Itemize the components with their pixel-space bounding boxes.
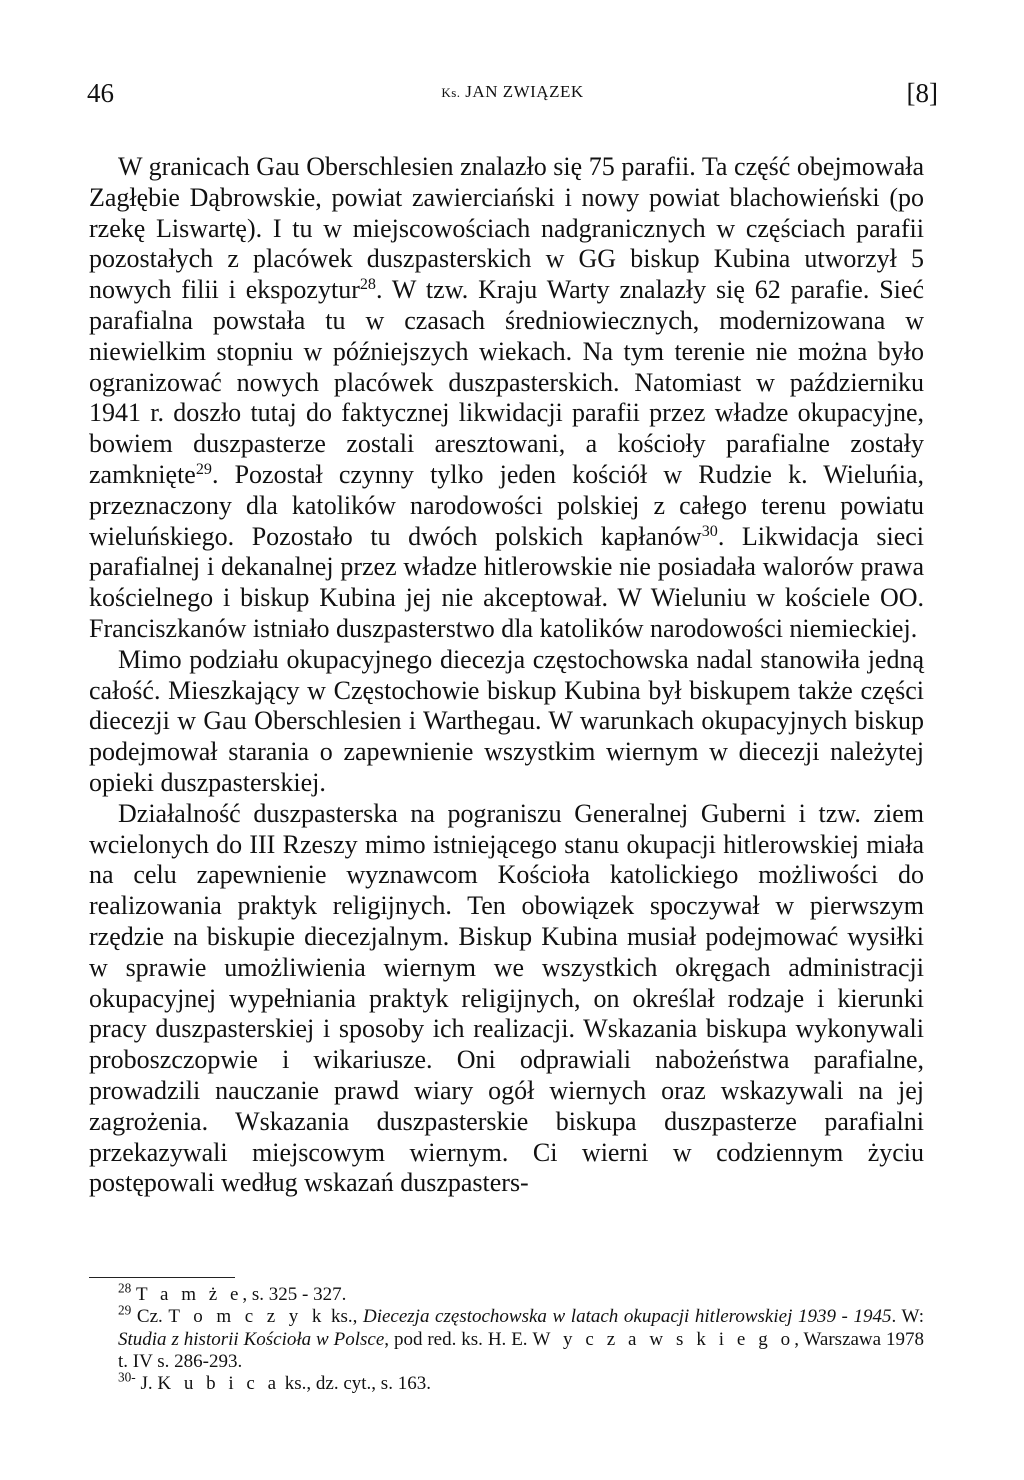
- footnote-series: Studia z historii Kościoła w Polsce: [118, 1328, 385, 1350]
- footnote-mid: . W:: [891, 1306, 924, 1328]
- section-number: [8]: [906, 78, 938, 108]
- paragraph-1-text-c: . Pozostał czynny tylko jeden kościół w Rudzie k. Wieluńia, przeznaczony dla katolików narodowości polskiej z całego terenu powiatu wieluńskiego. Pozostało tu dwóch polskich kapłanów: [89, 459, 924, 551]
- footnote-author-suffix: ks.,: [325, 1306, 363, 1328]
- footnote-author: T a m ż e: [136, 1284, 243, 1305]
- footnote-prefix: Cz.: [136, 1306, 169, 1328]
- paragraph-3: Działalność duszpasterska na pograniszu Generalnej Guberni i tzw. ziem wcielonych do III Rzeszy mimo istniejącego stanu okupacji hitlerowskiej miała na celu zapewnienie wyznawcom Kościoła katolickiego możliwości do realizowania praktyk religijnych. Ten obowiązek spoczywał w pierwszym rzędzie na biskupie diecezjalnym. Biskup Kubina musiał podejmować wysiłki w sprawie umożliwienia wiernym we wszystkich okręgach administracji okupacyjnej wypełniania praktyk religijnych, on określał rodzaje i kierunki pracy duszpasterskiej i sposoby ich realizacji. Wskazania biskupa wykonywali proboszczopwie i wikariusze. Oni odprawiali nabożeństwa parafialne, prowadzili nauczanie prawd wiary ogół wiernych oraz wskazywali na jej zagrożenia. Wskazania duszpasterskie biskupa duszpasterze parafialni przekazywali miejscowym wiernym. Ci wierni w codziennym życiu postępowali według wskazań duszpasters-: [89, 798, 924, 1198]
- footnote-ref-29[interactable]: 29: [195, 461, 212, 479]
- paragraph-1-text-a: W granicach Gau Oberschlesien znalazło się 75 parafii. Ta część obejmowała Zagłębie Dąbrowskie, powiat zawierciański i nowy powiat blachowieński (po rzekę Liswartę). I tu w miejscowościach nadgranicznych w częściach parafii pozostałych z placówek duszpasterskich w GG biskup Kubina utworzył 5 nowych filii i ekspozytur: [89, 152, 924, 305]
- footnote-number: 29: [118, 1302, 132, 1318]
- footnotes: [89, 1280, 924, 1395]
- running-head-prefix: Ks.: [441, 85, 461, 100]
- footnote-ref-28[interactable]: 28: [359, 276, 376, 294]
- footnote-author: K u b i c a: [157, 1373, 281, 1395]
- footnote-text: , s. 325 - 327.: [242, 1284, 347, 1305]
- running-head-author: JAN ZWIĄZEK: [465, 82, 584, 101]
- paragraph-1: [89, 152, 924, 645]
- paragraph-1-text-b: . W tzw. Kraju Warty znalazły się 62 parafie. Sieć parafialna powstała tu w czasach średniowiecznych, modernizowana w niewielkim stopniu w późniejszych wiekach. Na tym terenie nie można było ogranizować nowych placówek duszpasterskich. Natomiast w październiku 1941 r. doszło tutaj do faktycznej likwidacji parafii przez władze okupacyjne, bowiem duszpasterze zostali aresztowani, a kościoły parafialne zostały zamknięte: [89, 275, 924, 489]
- footnote-number: 30-: [118, 1369, 136, 1385]
- main-text: [89, 152, 924, 1199]
- footnote-text: ks., dz. cyt., s. 163.: [280, 1373, 431, 1395]
- footnote-29: [89, 1302, 924, 1373]
- footnote-title: Diecezja częstochowska w latach okupacji hitlerowskiej 1939 - 1945: [362, 1306, 892, 1328]
- running-head: [87, 82, 938, 102]
- paragraph-2: Mimo podziału okupacyjnego diecezja częstochowska nadal stanowiła jedną całość. Mieszkający w Częstochowie biskup Kubina był biskupem także części diecezji w Gau Oberschlesien i Warthegau. W warunkach okupacyjnych biskup podejmował starania o zapewnienie wszystkim wiernym w diecezji należytej opieki duszpasterskiej.: [89, 644, 924, 797]
- page-header: [87, 72, 938, 112]
- footnote-number: 28: [118, 1280, 132, 1296]
- footnote-ref-30[interactable]: 30: [701, 522, 718, 540]
- page-number: 46: [87, 78, 114, 108]
- paragraph-1-text-d: . Likwidacja sieci parafialnej i dekanalnej przez władze hitlerowskie nie posiadała walorów prawa kościelnego i biskup Kubina jej nie akceptował. W Wieluniu w kościele OO. Franciszkanów istniało duszpasterstwo dla katolików narodowości niemieckiej.: [89, 521, 924, 643]
- footnote-30: [89, 1369, 924, 1395]
- footnote-tail: , Warszawa 1978 t. IV s. 286-293.: [118, 1328, 924, 1372]
- footnote-author: T o m c z y k: [168, 1306, 326, 1328]
- footnote-mid2: , pod red. ks. H. E.: [384, 1328, 533, 1350]
- footnote-prefix: J.: [135, 1373, 158, 1395]
- footnote-editor: W y c z a w s k i e g o: [532, 1328, 795, 1350]
- footnote-separator: [89, 1277, 235, 1278]
- footnote-28: [89, 1280, 924, 1306]
